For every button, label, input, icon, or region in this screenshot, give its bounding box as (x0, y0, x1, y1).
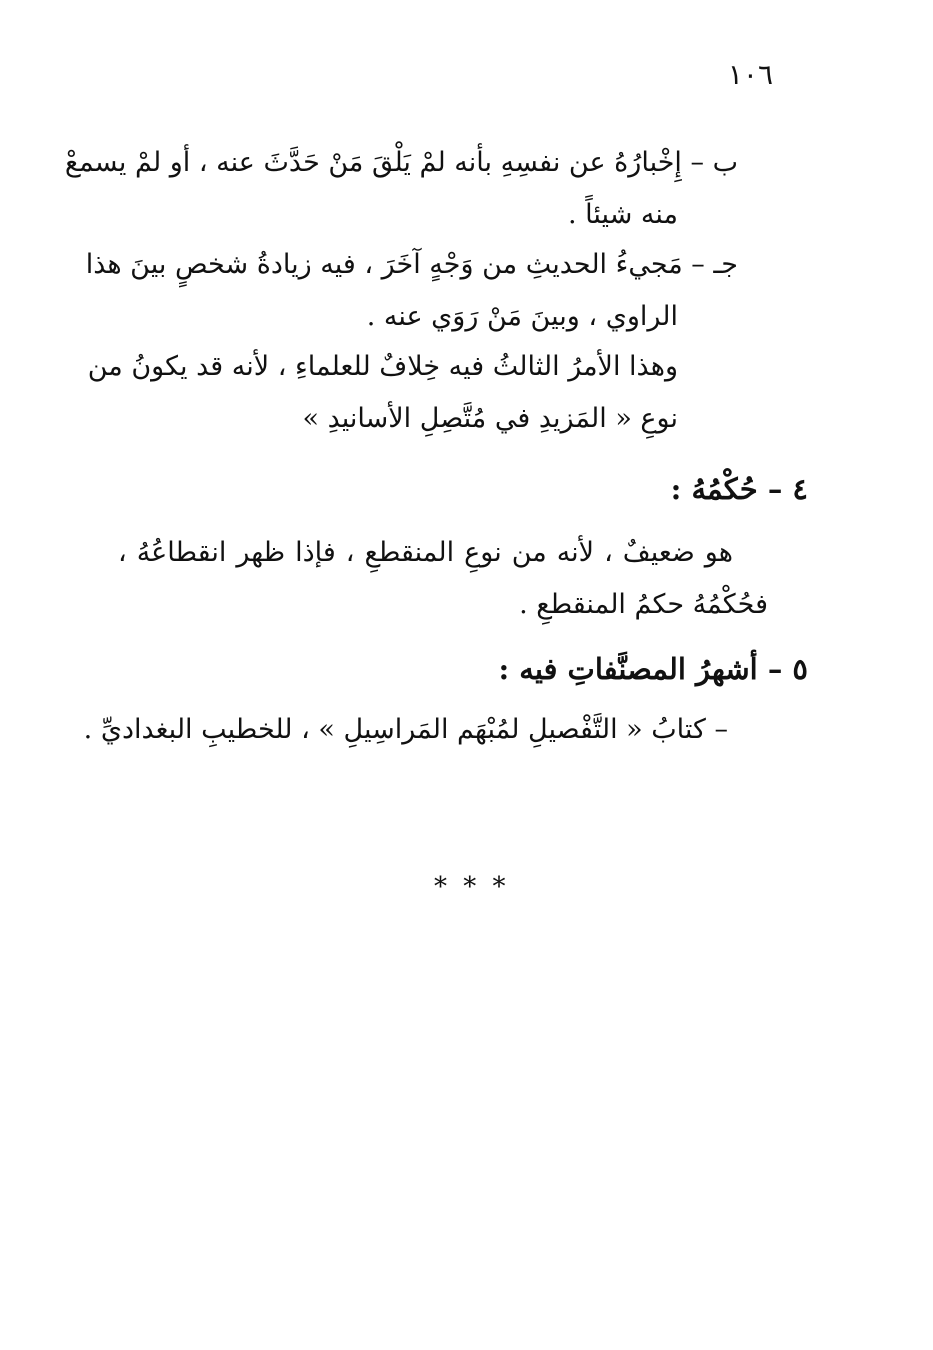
page-number: ١٠٦ (727, 58, 773, 91)
item-b-line-1: ب – إِخْبارُهُ عن نفسِهِ بأنه لمْ يَلْقَ مَنْ حَدَّثَ عنه ، أو لمْ يسمعْ (64, 147, 738, 178)
item-b-line-2: منه شيئاً . (568, 199, 678, 230)
section-separator: * * * (434, 872, 510, 902)
section-4-heading: ٤ – حُكْمُهُ : (670, 472, 808, 506)
section-4-line-1: هو ضعيفٌ ، لأنه من نوعِ المنقطعِ ، فإذا ظهر انقطاعُهُ ، (118, 537, 733, 568)
section-4-line-2: فحُكْمُهُ حكمُ المنقطعِ . (519, 589, 768, 620)
item-j-line-2: الراوي ، وبينَ مَنْ رَوَي عنه . (366, 301, 678, 332)
note-line-2: نوعِ « المَزيدِ في مُتَّصِلِ الأسانيدِ » (302, 403, 678, 434)
item-j-line-1: جـ – مَجيءُ الحديثِ من وَجْهٍ آخَرَ ، فيه زيادةُ شخصٍ بينَ هذا (85, 249, 738, 280)
note-line-1: وهذا الأمرُ الثالثُ فيه خِلافٌ للعلماءِ ، لأنه قد يكونُ من (87, 351, 678, 382)
section-5-heading: ٥ – أشهرُ المصنَّفاتِ فيه : (498, 652, 808, 686)
section-5-item-1: – كتابُ « التَّفْصيلِ لمُبْهَم المَراسِيلِ » ، للخطيبِ البغداديِّ . (83, 714, 728, 745)
